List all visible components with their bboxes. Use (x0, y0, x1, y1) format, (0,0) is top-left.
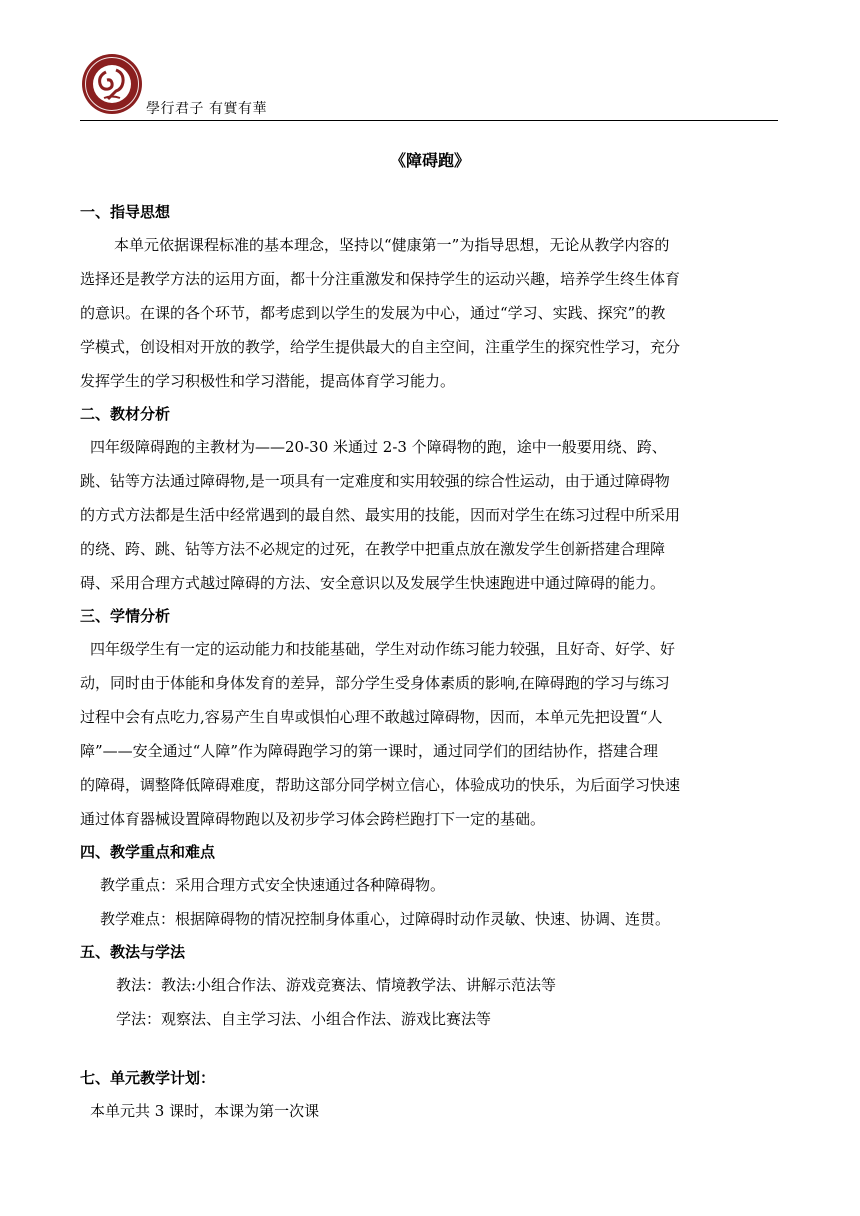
section-key-points (80, 836, 780, 936)
section-paragraph (80, 968, 780, 1036)
paragraph-line: 本单元依据课程标准的基本理念，坚持以“健康第一”为指导思想，无论从教学内容的 (114, 236, 670, 254)
section-heading: 三、学情分析 (80, 607, 171, 625)
section-heading: 七、单元教学计划： (80, 1069, 216, 1087)
paragraph-line: 的绕、跨、跳、钻等方法不必规定的过死，在教学中把重点放在激发学生创新搭建合理障 (80, 540, 666, 558)
paragraph-line: 的方式方法都是生活中经常遇到的最自然、最实用的技能，因而对学生在练习过程中所采用 (80, 506, 681, 524)
section-methods (80, 936, 780, 1036)
section-unit-plan (80, 1062, 780, 1128)
paragraph-line: 碍、采用合理方式越过障碍的方法、安全意识以及发展学生快速跑进中通过障碍的能力。 (80, 574, 666, 592)
school-seal-logo (80, 52, 144, 116)
section-heading: 四、教学重点和难点 (80, 843, 216, 861)
document-title: 《障碍跑》 (389, 151, 470, 170)
page-header (80, 52, 778, 120)
paragraph-line: 通过体育器械设置障碍物跑以及初步学习体会跨栏跑打下一定的基础。 (80, 810, 546, 828)
section-paragraph (80, 228, 780, 398)
section-heading: 二、教材分析 (80, 405, 171, 423)
section-paragraph (80, 1094, 780, 1128)
section-spacer (80, 1036, 780, 1062)
paragraph-line: 本单元共 3 课时，本课为第一次课 (90, 1102, 320, 1120)
section-paragraph (80, 868, 780, 936)
paragraph-line: 学法：观察法、自主学习法、小组合作法、游戏比赛法等 (116, 1010, 492, 1028)
paragraph-line: 学模式，创设相对开放的教学，给学生提供最大的自主空间，注重学生的探究性学习，充分 (80, 338, 681, 356)
document-body (80, 196, 780, 1128)
section-paragraph (80, 632, 780, 836)
paragraph-line: 四年级障碍跑的主教材为——20-30 米通过 2-3 个障碍物的跑，途中一般要用绕、跨、 (90, 438, 667, 456)
section-material-analysis (80, 398, 780, 600)
paragraph-line: 跳、钻等方法通过障碍物,是一项具有一定难度和实用较强的综合性运动，由于通过障碍物 (80, 472, 670, 490)
section-guiding-ideology (80, 196, 780, 398)
paragraph-line: 过程中会有点吃力,容易产生自卑或惧怕心理不敢越过障碍物，因而，本单元先把设置“人 (80, 708, 663, 726)
paragraph-line: 动，同时由于体能和身体发育的差异，部分学生受身体素质的影响,在障碍跑的学习与练习 (80, 674, 670, 692)
school-motto: 學行君子 有實有華 (146, 101, 267, 117)
paragraph-line: 选择还是教学方法的运用方面，都十分注重激发和保持学生的运动兴趣，培养学生终生体育 (80, 270, 681, 288)
section-heading: 五、教法与学法 (80, 943, 186, 961)
paragraph-line: 四年级学生有一定的运动能力和技能基础，学生对动作练习能力较强，且好奇、好学、好 (90, 640, 676, 658)
paragraph-line: 教学难点：根据障碍物的情况控制身体重心，过障碍时动作灵敏、快速、协调、连贯。 (100, 910, 671, 928)
paragraph-line: 教学重点：采用合理方式安全快速通过各种障碍物。 (100, 876, 446, 894)
section-paragraph (80, 430, 780, 600)
paragraph-line: 的障碍，调整降低障碍难度，帮助这部分同学树立信心，体验成功的快乐，为后面学习快速 (80, 776, 681, 794)
paragraph-line: 教法：教法:小组合作法、游戏竞赛法、情境教学法、讲解示范法等 (116, 976, 557, 994)
section-heading: 一、指导思想 (80, 203, 171, 221)
paragraph-line: 的意识。在课的各个环节，都考虑到以学生的发展为中心，通过“学习、实践、探究”的教 (80, 304, 666, 322)
section-student-analysis (80, 600, 780, 836)
paragraph-line: 发挥学生的学习积极性和学习潜能，提高体育学习能力。 (80, 372, 456, 390)
paragraph-line: 障”——安全通过“人障”作为障碍跑学习的第一课时，通过同学们的团结协作，搭建合理 (80, 742, 659, 760)
header-divider (80, 120, 778, 121)
